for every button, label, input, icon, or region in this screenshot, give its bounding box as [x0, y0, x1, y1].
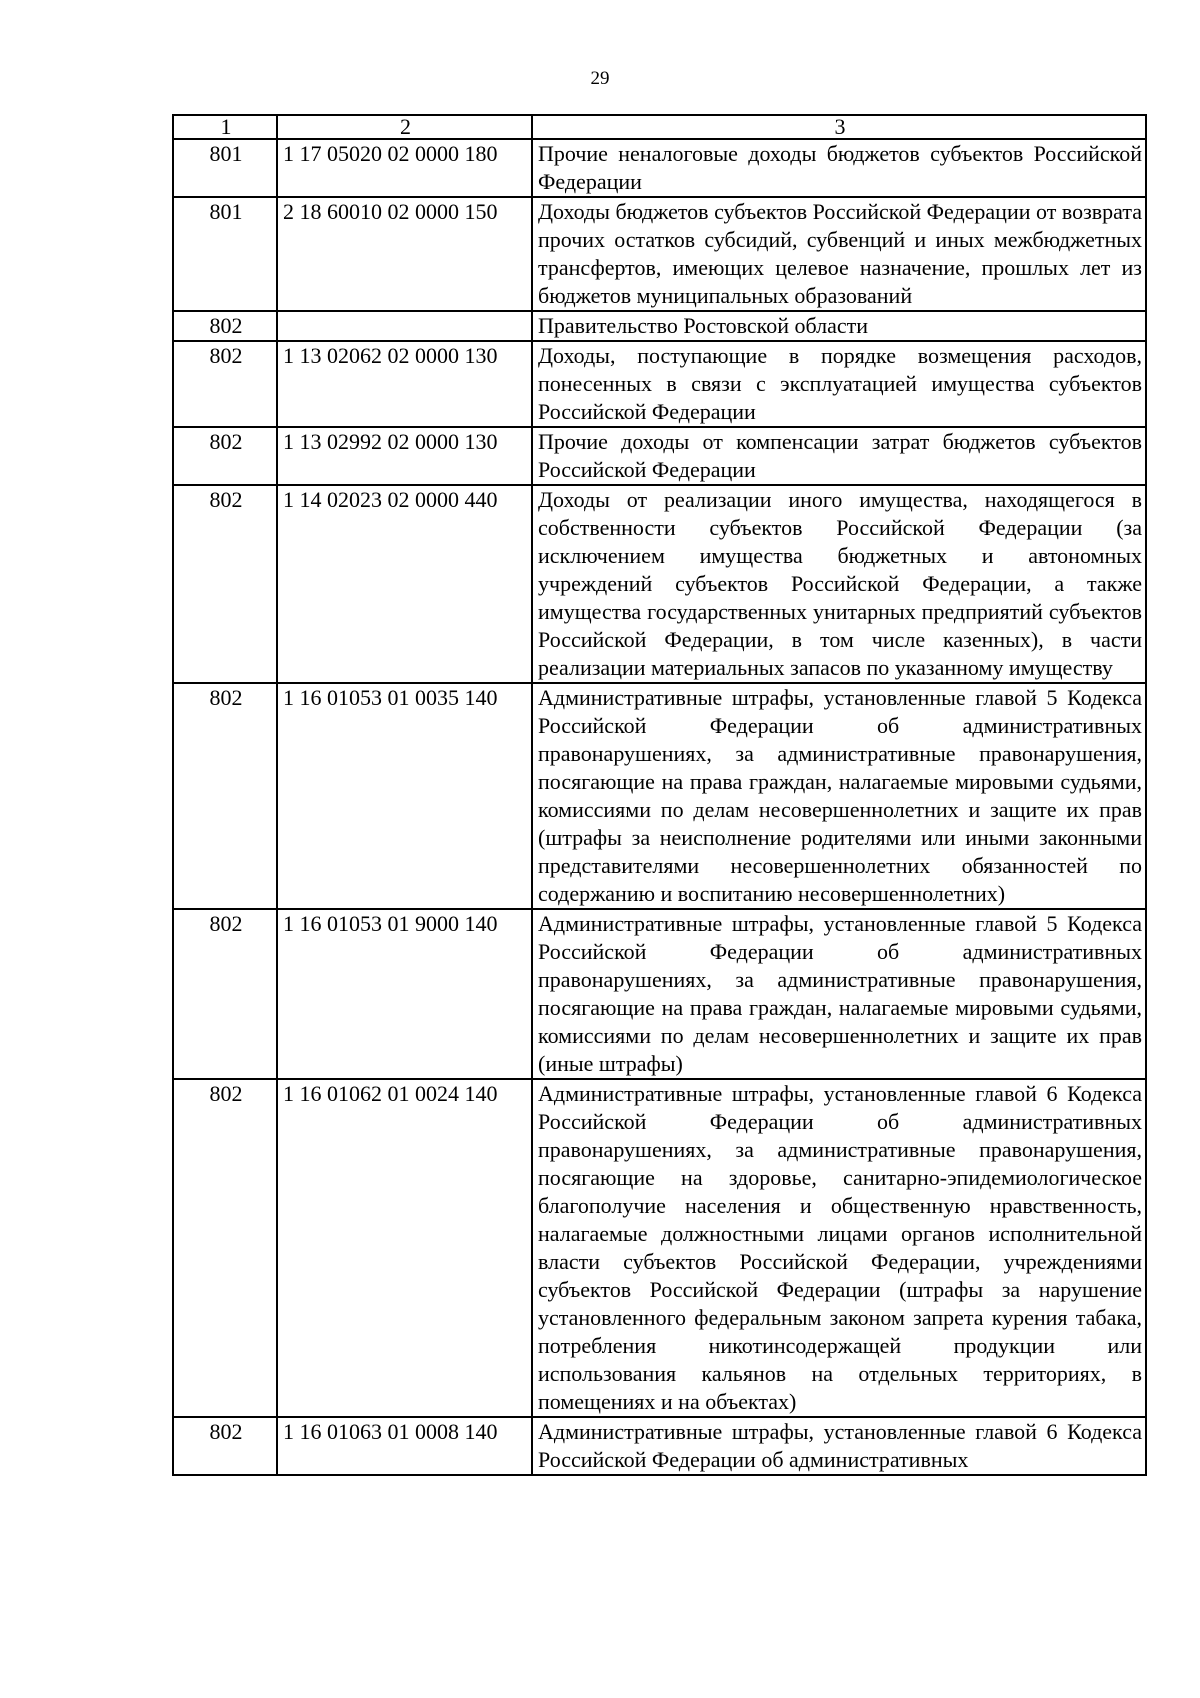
table-row — [173, 341, 1146, 427]
admin-code-cell: 802 — [173, 909, 277, 1079]
revenue-code-cell: 1 13 02062 02 0000 130 — [277, 341, 532, 427]
revenue-code-cell: 1 13 02992 02 0000 130 — [277, 427, 532, 485]
admin-code-cell: 801 — [173, 197, 277, 311]
revenue-code-cell: 1 16 01053 01 9000 140 — [277, 909, 532, 1079]
admin-code-cell: 802 — [173, 485, 277, 683]
column-header-1: 1 — [173, 115, 277, 139]
admin-code-cell: 802 — [173, 311, 277, 341]
table-row — [173, 197, 1146, 311]
description-cell: Административные штрафы, установленные главой 5 Кодекса Российской Федерации об административных правонарушениях, за административные правонарушения, посягающие на права граждан, налагаемые мировыми судьями, комиссиями по делам несовершеннолетних и защите их прав (иные штрафы) — [532, 909, 1146, 1079]
description-cell: Административные штрафы, установленные главой 6 Кодекса Российской Федерации об административных — [532, 1417, 1146, 1475]
admin-code-cell: 802 — [173, 1417, 277, 1475]
column-header-2: 2 — [277, 115, 532, 139]
revenue-code-cell: 2 18 60010 02 0000 150 — [277, 197, 532, 311]
admin-code-cell: 802 — [173, 341, 277, 427]
admin-code-cell: 801 — [173, 139, 277, 197]
table-row — [173, 427, 1146, 485]
description-cell: Административные штрафы, установленные главой 6 Кодекса Российской Федерации об административных правонарушениях, за административные правонарушения, посягающие на здоровье, санитарно-эпидемиологическое благополучие населения и общественную нравственность, налагаемые должностными лицами органов исполнительной власти субъектов Российской Федерации, учреждениями субъектов Российской Федерации (штрафы за нарушение установленного федеральным законом запрета курения табака, потребления никотинсодержащей продукции или использования кальянов на отдельных территориях, в помещениях и на объектах) — [532, 1079, 1146, 1417]
description-cell: Доходы, поступающие в порядке возмещения расходов, понесенных в связи с эксплуатацией имущества субъектов Российской Федерации — [532, 341, 1146, 427]
revenue-code-cell: 1 14 02023 02 0000 440 — [277, 485, 532, 683]
description-cell: Правительство Ростовской области — [532, 311, 1146, 341]
description-cell: Административные штрафы, установленные главой 5 Кодекса Российской Федерации об административных правонарушениях, за административные правонарушения, посягающие на права граждан, налагаемые мировыми судьями, комиссиями по делам несовершеннолетних и защите их прав (штрафы за неисполнение родителями или иными законными представителями несовершеннолетних обязанностей по содержанию и воспитанию несовершеннолетних) — [532, 683, 1146, 909]
table-header-row — [173, 115, 1146, 139]
table-row — [173, 485, 1146, 683]
table-row — [173, 1417, 1146, 1475]
revenue-code-cell — [277, 311, 532, 341]
table-row — [173, 1079, 1146, 1417]
table-row — [173, 311, 1146, 341]
admin-code-cell: 802 — [173, 427, 277, 485]
admin-code-cell: 802 — [173, 1079, 277, 1417]
revenue-code-cell: 1 17 05020 02 0000 180 — [277, 139, 532, 197]
admin-code-cell: 802 — [173, 683, 277, 909]
table-row — [173, 683, 1146, 909]
table-row — [173, 909, 1146, 1079]
column-header-3: 3 — [532, 115, 1146, 139]
page-number: 29 — [590, 68, 610, 89]
table-row — [173, 139, 1146, 197]
description-cell: Доходы бюджетов субъектов Российской Федерации от возврата прочих остатков субсидий, субвенций и иных межбюджетных трансфертов, имеющих целевое назначение, прошлых лет из бюджетов муниципальных образований — [532, 197, 1146, 311]
revenue-code-cell: 1 16 01062 01 0024 140 — [277, 1079, 532, 1417]
revenue-code-cell: 1 16 01063 01 0008 140 — [277, 1417, 532, 1475]
description-cell: Прочие доходы от компенсации затрат бюджетов субъектов Российской Федерации — [532, 427, 1146, 485]
description-cell: Прочие неналоговые доходы бюджетов субъектов Российской Федерации — [532, 139, 1146, 197]
description-cell: Доходы от реализации иного имущества, находящегося в собственности субъектов Российской Федерации (за исключением имущества бюджетных и автономных учреждений субъектов Российской Федерации, а также имущества государственных унитарных предприятий субъектов Российской Федерации, в том числе казенных), в части реализации материальных запасов по указанному имуществу — [532, 485, 1146, 683]
revenue-codes-table — [172, 114, 1147, 1476]
revenue-code-cell: 1 16 01053 01 0035 140 — [277, 683, 532, 909]
